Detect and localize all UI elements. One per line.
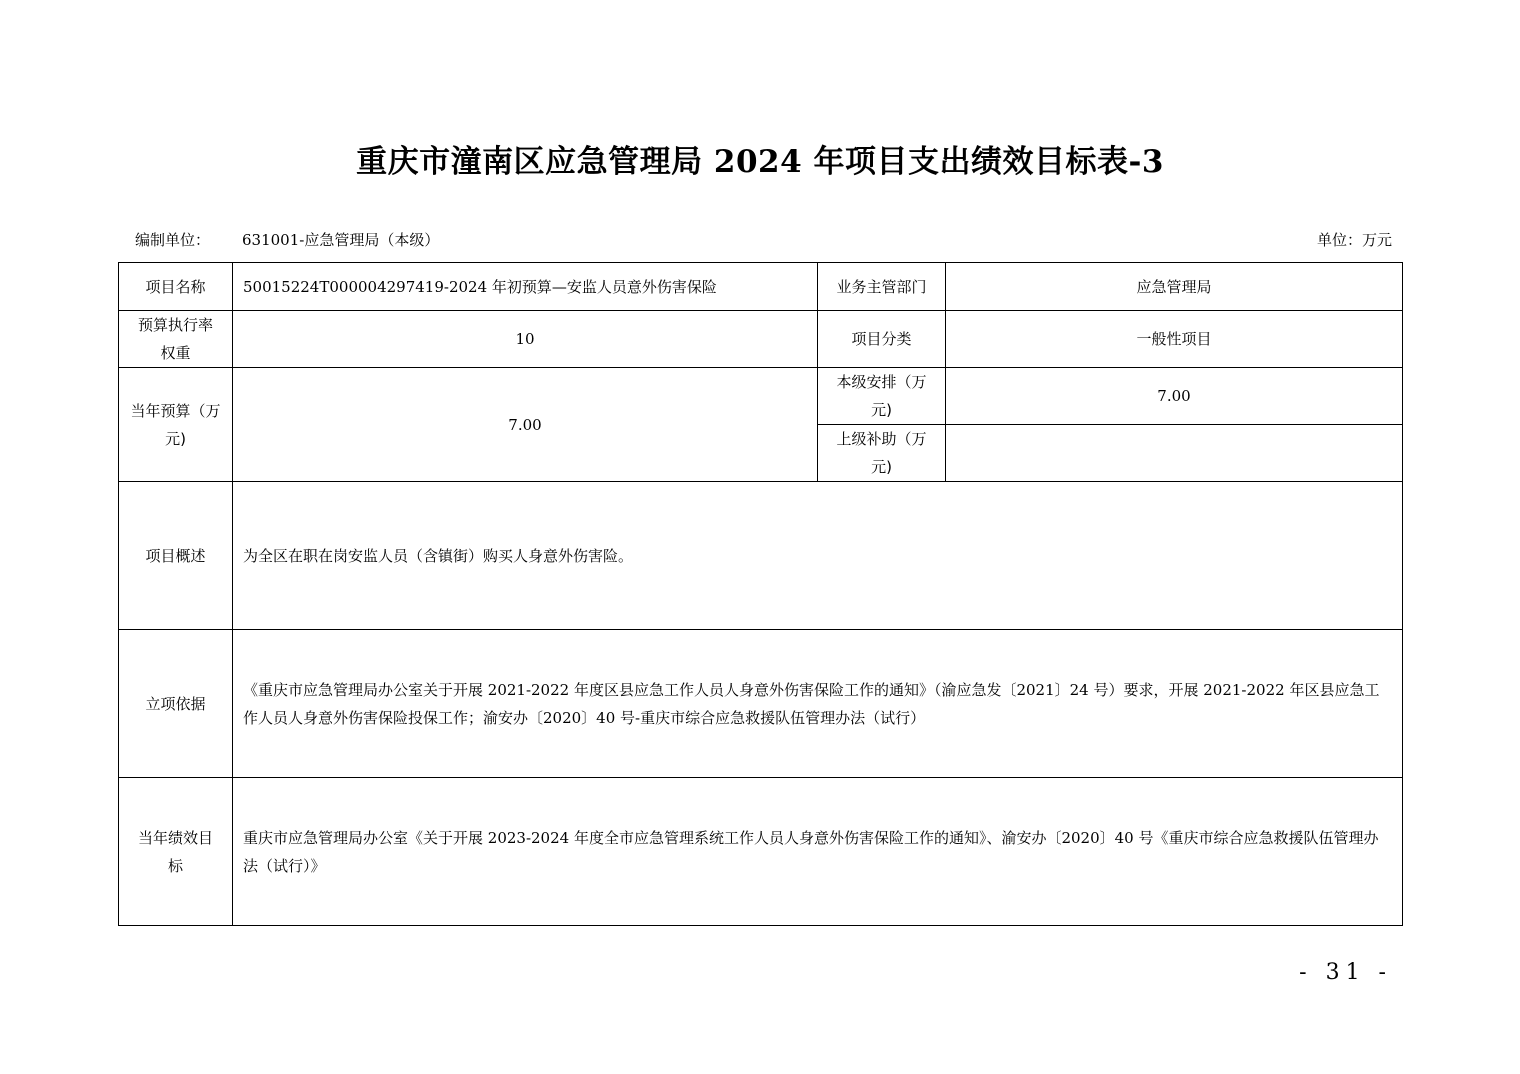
local-label-line2: 元) bbox=[871, 401, 892, 419]
local-arrangement-value: 7.00 bbox=[946, 368, 1403, 425]
category-label: 项目分类 bbox=[818, 311, 946, 368]
table-row bbox=[119, 482, 1403, 630]
exec-rate-label-line1: 预算执行率 bbox=[137, 316, 213, 334]
upper-subsidy-value bbox=[946, 425, 1403, 482]
department-value: 应急管理局 bbox=[946, 263, 1403, 311]
local-arrangement-label bbox=[818, 368, 946, 425]
basis-value: 《重庆市应急管理局办公室关于开展 2021-2022 年度区县应急工作人员人身意外伤害保险工作的通知》（渝应急发〔2021〕24 号）要求，开展 2021-2022 年区县应急工作人员人身意外伤害保险投保工作；渝安办〔2020〕40 号-重庆市综合应急救援队伍管理办法（试行） bbox=[233, 630, 1403, 778]
budget-label-line1: 当年预算（万 bbox=[130, 401, 221, 420]
page-number: - 31 - bbox=[1299, 960, 1392, 985]
goal-label-line1: 当年绩效目 bbox=[137, 828, 213, 847]
annual-goal-value: 重庆市应急管理局办公室《关于开展 2023-2024 年度全市应急管理系统工作人员人身意外伤害保险工作的通知》、渝安办〔2020〕40 号《重庆市综合应急救援队伍管理办法（试行）》 bbox=[233, 778, 1403, 926]
upper-label-line2: 元) bbox=[871, 458, 892, 476]
table-row bbox=[119, 778, 1403, 926]
currency-unit: 单位：万元 bbox=[1316, 231, 1392, 249]
table-row bbox=[119, 368, 1403, 425]
goal-label-line2: 标 bbox=[167, 856, 183, 875]
budget-label-line2: 元) bbox=[165, 429, 186, 448]
table-row bbox=[119, 630, 1403, 778]
budget-value: 7.00 bbox=[233, 368, 818, 482]
exec-rate-label bbox=[119, 311, 233, 368]
local-label-line1: 本级安排（万 bbox=[836, 373, 927, 391]
table-row bbox=[119, 263, 1403, 311]
annual-goal-label bbox=[119, 778, 233, 926]
project-name-value: 50015224T000004297419-2024 年初预算—安监人员意外伤害保险 bbox=[233, 263, 818, 311]
upper-label-line1: 上级补助（万 bbox=[836, 430, 927, 448]
compiling-unit-value: 631001-应急管理局（本级） bbox=[242, 231, 440, 249]
exec-rate-label-line2: 权重 bbox=[160, 344, 191, 362]
category-value: 一般性项目 bbox=[946, 311, 1403, 368]
overview-value: 为全区在职在岗安监人员（含镇街）购买人身意外伤害险。 bbox=[233, 482, 1403, 630]
performance-table bbox=[118, 262, 1403, 926]
project-name-label: 项目名称 bbox=[119, 263, 233, 311]
overview-label: 项目概述 bbox=[119, 482, 233, 630]
exec-rate-value: 10 bbox=[233, 311, 818, 368]
department-label: 业务主管部门 bbox=[818, 263, 946, 311]
compiling-unit-label: 编制单位： bbox=[135, 231, 211, 249]
basis-label: 立项依据 bbox=[119, 630, 233, 778]
page-title: 重庆市潼南区应急管理局 2024 年项目支出绩效目标表-3 bbox=[356, 144, 1164, 180]
upper-subsidy-label bbox=[818, 425, 946, 482]
table-row bbox=[119, 311, 1403, 368]
budget-label bbox=[119, 368, 233, 482]
